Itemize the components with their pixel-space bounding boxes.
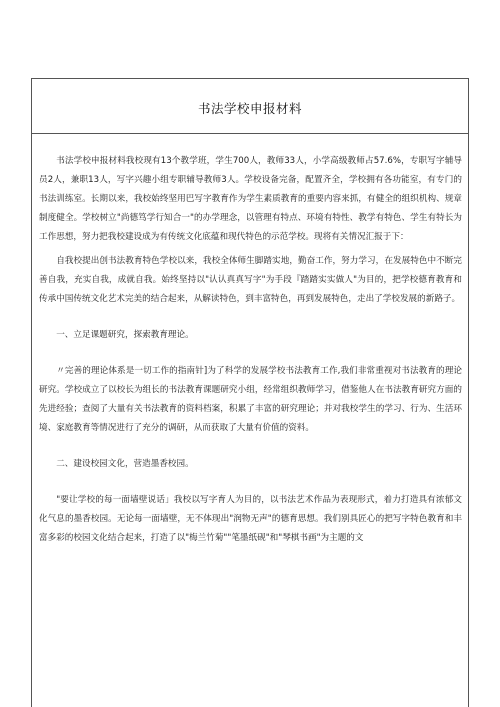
section-heading-culture: 二、建设校园文化，营造墨香校园。 bbox=[56, 459, 194, 469]
content-cell bbox=[32, 134, 468, 548]
page-title: 书法学校申报材料 bbox=[197, 101, 302, 116]
feature-paragraph: 自我校提出创书法教育特色学校以来，我校全体师生脚踏实地，勤奋工作，努力学习，在发展特色中不断完善自我，充实自我，成就自我。始终坚持以"认认真真写字"为手段『踏踏实实做人"为目的，把学校德育教育和传承中国传统文化艺术完美的结合起来，从解读特色，到丰富特色，再到发展特色，走出了学校发展的新路子。 bbox=[39, 256, 462, 304]
intro-paragraph: 书法学校申报材料我校现有13个教学班，学生700人，教师33人，小学高级教师占57.6%，专职写字辅导员2人，兼职13人，写字兴趣小组专职辅导教师3人。学校设备完备，配置齐全，学校拥有各功能室，有专门的书法训练室。长期以来，我校始终坚用巴写字教育作为学生素质教育的重要内容来抓，有健全的组织机构、规章制度健全。学校树立"尚德笃学行知合一"的办学理念，以管理有特点、环境有特性、教学有特色、学生有特长为工作思想，努力把我校建设成为有传统文化底蕴和现代特色的示范学校。现将有关情况汇报于下： bbox=[39, 156, 462, 242]
application-table bbox=[31, 78, 469, 707]
research-paragraph: 〃完善的理论体系是一切工作的指南针]为了科学的发展学校书法教育工作,我们非常重视对书法教育的理论研究。学校成立了以校长为组长的书法教育课题研究小组，经常组织教师学习，借鉴他人在书法教育研究方面的先进经验；查阅了大量有关书法教育的资料档案，积累了丰富的研究理论；并对我校学生的学习、行为、生活环境、家庭教育等情况进行了充分的调研，从而获取了大量有价值的资料。 bbox=[39, 366, 462, 433]
culture-paragraph: "要让学校的每一面墙壁说话」我校以写字育人为目的，以书法艺术作品为表现形式，着力打造具有浓郁文化气息的墨香校园。无论每一面墙壁，无不体现出"润物无声"的德育思想。我们别具匠心的把写字特色教育和丰富多彩的校园文化结合起来，打造了以"梅兰竹菊""笔墨纸砚"和"琴棋书画"为主题的文 bbox=[39, 495, 462, 543]
title-cell bbox=[32, 79, 468, 134]
section-heading-research: 一、立足课题研究，探索教育理论。 bbox=[56, 330, 194, 340]
